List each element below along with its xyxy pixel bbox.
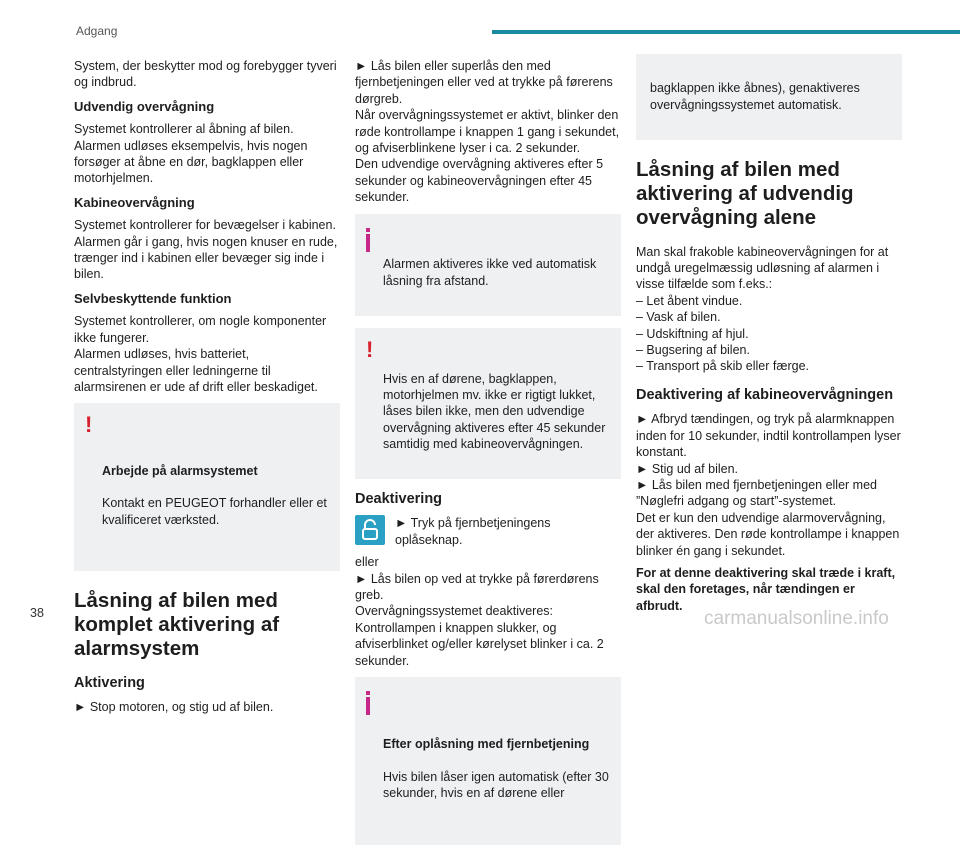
column-2	[355, 58, 621, 857]
warning-note-alarm-work	[74, 403, 340, 571]
cabin-monitoring-text: Systemet kontrollerer for bevægelser i kabinen. Alarmen går i gang, hvis nogen knuser en rude, trænger ind i kabinen eller bevæger sig inde i bilen.	[74, 218, 338, 282]
ext-monitoring-heading: Udvendig overvågning	[74, 98, 215, 114]
header-section-label: Adgang	[76, 24, 118, 38]
deactivation-step: ► Tryk på fjernbetjeningens oplåseknap.	[395, 516, 551, 547]
warning-icon: !	[85, 412, 93, 438]
info-icon	[366, 228, 372, 252]
activation-heading: Aktivering	[74, 674, 145, 691]
warning-icon: !	[366, 336, 374, 362]
section-title-full-alarm: Låsning af bilen med komplet aktivering af alarmsystem	[74, 588, 280, 660]
section-title-exterior-only: Låsning af bilen med aktivering af udvendig overvågning alene	[636, 157, 854, 229]
activation-step: ► Stop motoren, og stig ud af bilen.	[74, 700, 274, 715]
cabin-deactivation-bold-note: For at denne deaktivering skal træde i kraft, skal den foretages, når tændingen er afbrudt.	[636, 565, 896, 613]
deactivation-heading: Deaktivering	[355, 490, 443, 507]
info-text: Hvis bilen låser igen automatisk (efter 30 sekunder, hvis en af dørene eller	[383, 770, 609, 801]
info-title: Efter oplåsning med fjernbetjening	[383, 737, 590, 752]
info-note-continued	[636, 54, 902, 140]
info-note-remote-unlock	[355, 677, 621, 845]
intro-text: System, der beskytter mod og forebygger tyveri og indbrud.	[74, 59, 337, 90]
ext-monitoring-text: Systemet kontrollerer al åbning af bilen. Alarmen udløses eksempelvis, hvis nogen forsøger at åbne en dør, bagklappen eller motorhjelmen.	[74, 122, 308, 186]
cabin-monitoring-heading: Kabineovervågning	[74, 194, 195, 210]
watermark: carmanualsonline.info	[704, 608, 889, 629]
info-icon	[366, 691, 372, 715]
column-3	[636, 58, 902, 620]
warning-note-doors	[355, 328, 621, 479]
unlock-icon	[355, 515, 385, 545]
self-protect-text: Systemet kontrollerer, om nogle komponenter ikke fungerer. Alarmen udløses, hvis batteriet, centralstyringen eller ledningerne til alarmsirenen er ude af drift eller beskadiget.	[74, 314, 327, 394]
warning-text: Hvis en af dørene, bagklappen, motorhjelmen mv. ikke er rigtigt lukket, låses bilen ikke, men den udvendige overvågning aktiveres efter 45 sekunder samtidig med kabineovervågningen.	[383, 371, 606, 452]
self-protect-heading: Selvbeskyttende funktion	[74, 290, 232, 306]
cabin-deactivation-text: ► Afbryd tændingen, og tryk på alarmknappen inden for 10 sekunder, indtil kontrollampen lyser konstant. ► Stig ud af bilen. ► Lås bilen med fjernbetjeningen eller med ”Nøglefri adgang og start”-systemet. Det er kun den udvendige alarmovervågning, der aktiveres. Den røde kontrollampe i knappen blinker én gang i sekundet.	[636, 412, 901, 558]
column-1	[74, 58, 340, 722]
deactivation-text: eller ► Lås bilen op ved at trykke på førerdørens greb. Overvågningssystemet deaktiveres: Kontrollampen i knappen slukker, og afviserblinket og/eller kørelyset blinker i ca. 2 sekunder.	[355, 555, 604, 668]
deactivation-step-row	[355, 515, 621, 548]
warning-title: Arbejde på alarmsystemet	[102, 463, 258, 478]
warning-text: Kontakt en PEUGEOT forhandler eller et kvalificeret værksted.	[102, 496, 327, 527]
info-note-auto-lock	[355, 214, 621, 316]
info-continued-text: bagklappen ikke åbnes), genaktiveres overvågningssystemet automatisk.	[650, 81, 860, 112]
info-text: Alarmen aktiveres ikke ved automatisk låsning fra afstand.	[383, 257, 597, 288]
page-number: 38	[30, 606, 44, 620]
lock-text: ► Lås bilen eller superlås den med fjernbetjeningen eller ved at trykke på førerens dørgreb. Når overvågningssystemet er aktivt, blinker den røde kontrollampe i knappen 1 gang i sekundet, og afviserblinkene lyser i ca. 2 sekunder. Den udvendige overvågning aktiveres efter 5 sekunder og kabineovervågningen efter 45 sekunder.	[355, 59, 620, 205]
header-accent-bar	[492, 30, 960, 34]
cabin-deactivation-heading: Deaktivering af kabineovervågningen	[636, 386, 894, 403]
section-text: Man skal frakoble kabineovervågningen for at undgå uregelmæssig udløsning af alarmen i visse tilfælde som f.eks.: – Let åbent vindue. – Vask af bilen. – Udskiftning af hjul. – Bugsering af bilen. – Transport på skib eller færge.	[636, 244, 889, 374]
